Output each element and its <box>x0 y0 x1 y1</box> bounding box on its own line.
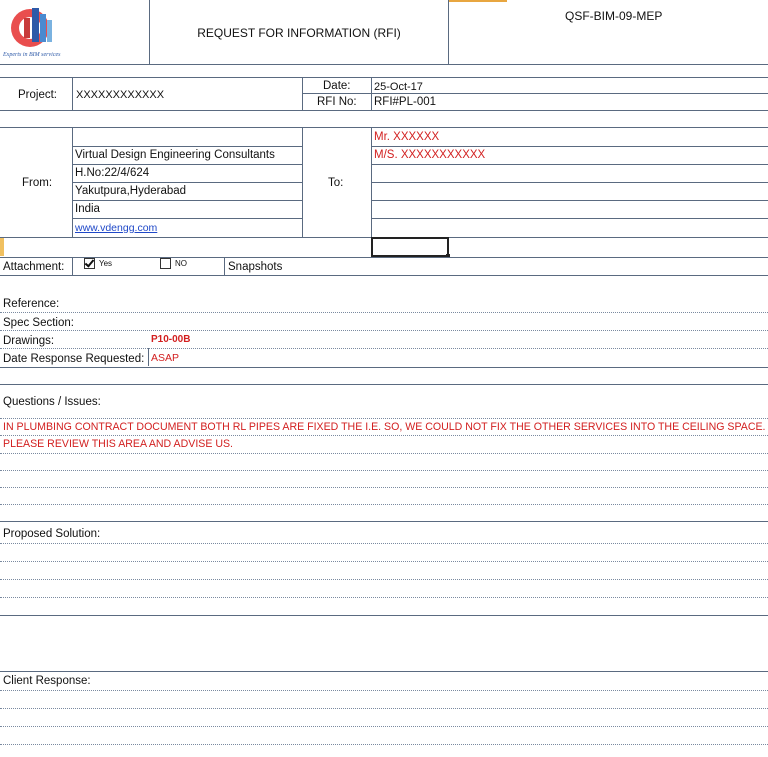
to-label: To: <box>328 177 344 189</box>
from-label-cell <box>0 128 73 237</box>
spec-section-label: Spec Section: <box>3 317 74 329</box>
from-website-link[interactable]: www.vdengg.com <box>75 222 158 234</box>
to-label-cell <box>303 128 372 237</box>
project-value: XXXXXXXXXXXX <box>76 89 165 101</box>
doc-code: QSF-BIM-09-MEP <box>565 9 663 23</box>
logo-cell <box>0 0 150 64</box>
proposed-solution-label: Proposed Solution: <box>3 528 101 540</box>
attachment-label-cell <box>0 258 73 275</box>
rfi-value: RFI#PL-001 <box>374 96 437 108</box>
yes-checkbox[interactable] <box>84 258 95 269</box>
reference-label: Reference: <box>3 298 60 310</box>
attachment-yes-option[interactable] <box>84 257 112 271</box>
to-address-block <box>372 128 768 237</box>
from-address-block <box>73 128 303 237</box>
header-section <box>0 0 768 64</box>
company-logo-icon <box>6 4 58 52</box>
form-title: REQUEST FOR INFORMATION (RFI) <box>197 26 401 40</box>
doc-code-cell <box>449 0 768 64</box>
from-label: From: <box>22 177 53 189</box>
rfi-label-cell <box>303 94 372 110</box>
from-locality: Yakutpura,Hyderabad <box>75 185 187 197</box>
attachment-no-option[interactable] <box>160 257 187 271</box>
no-checkbox[interactable] <box>160 258 171 269</box>
rfi-label: RFI No: <box>317 96 357 108</box>
attachment-label: Attachment: <box>3 261 65 273</box>
date-response-label: Date Response Requested: <box>3 353 145 365</box>
logo-tagline: Experts in BIM services <box>3 52 61 58</box>
project-label: Project: <box>18 89 57 101</box>
date-label-cell <box>303 78 372 94</box>
questions-label: Questions / Issues: <box>3 396 101 408</box>
from-country: India <box>75 203 100 215</box>
snapshots-label: Snapshots <box>228 261 283 273</box>
drawings-value: P10-00B <box>151 334 191 345</box>
from-company: Virtual Design Engineering Consultants <box>75 149 275 161</box>
snapshots-cell <box>224 258 768 275</box>
to-recipient-company: M/S. XXXXXXXXXXX <box>374 149 486 161</box>
date-response-divider <box>148 348 149 366</box>
project-label-cell <box>0 78 73 110</box>
question-line-1: IN PLUMBING CONTRACT DOCUMENT BOTH RL PIPES ARE FIXED THE I.E. SO, WE COULD NOT FIX THE OTHER SERVICES INTO THE CEILING SPACE. <box>3 421 766 433</box>
client-response-label: Client Response: <box>3 675 91 687</box>
date-label: Date: <box>323 80 351 92</box>
question-line-2: PLEASE REVIEW THIS AREA AND ADVISE US. <box>3 438 234 450</box>
date-response-value: ASAP <box>151 352 180 364</box>
project-value-cell[interactable] <box>73 78 303 110</box>
drawings-label: Drawings: <box>3 335 55 347</box>
rfi-value-cell[interactable] <box>372 94 768 110</box>
from-house-no: H.No:22/4/624 <box>75 167 150 179</box>
date-value: 25-Oct-17 <box>374 81 423 93</box>
yes-label: Yes <box>99 259 113 268</box>
active-cell-cursor[interactable] <box>371 237 449 257</box>
to-recipient-name: Mr. XXXXXX <box>374 131 440 143</box>
selected-cell-indicator <box>449 0 507 2</box>
no-label: NO <box>175 259 187 268</box>
title-cell <box>150 0 449 64</box>
date-value-cell[interactable] <box>372 78 768 94</box>
row-header-highlight <box>0 238 4 256</box>
